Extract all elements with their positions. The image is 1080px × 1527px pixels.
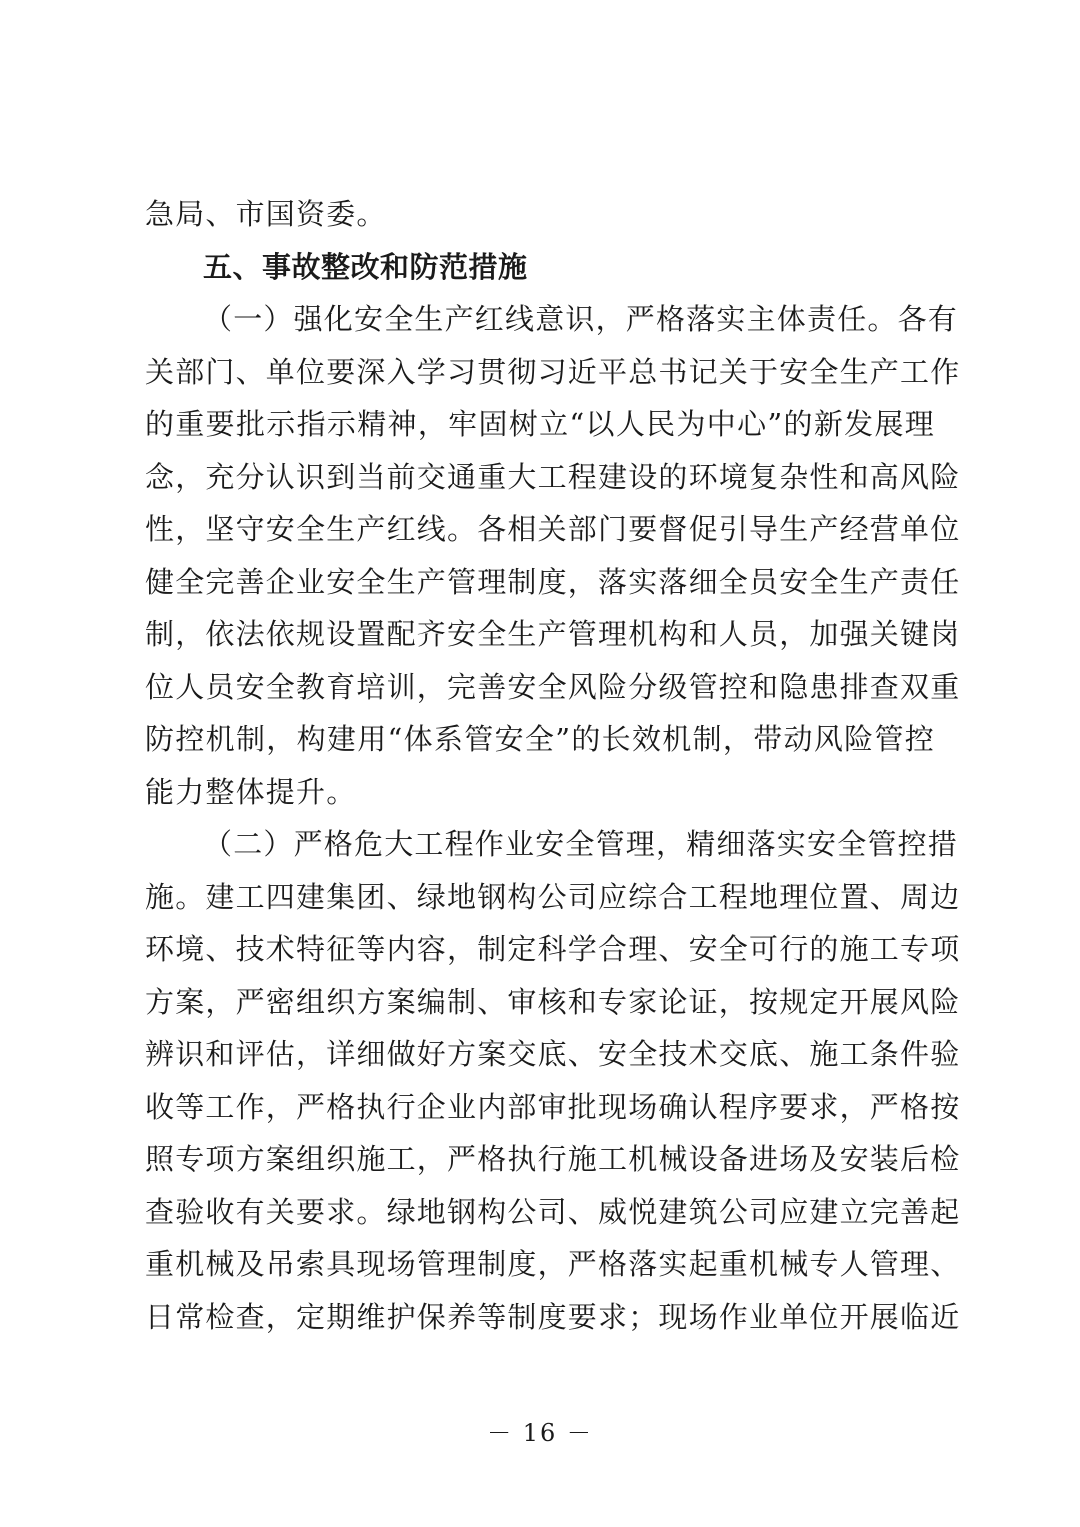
paragraph-line: 制，依法依规设置配齐安全生产管理机构和人员，加强关键岗 [145, 617, 961, 651]
paragraph-line: 关部门、单位要深入学习贯彻习近平总书记关于安全生产工作 [145, 354, 961, 389]
paragraph-line: 能力整体提升。 [145, 774, 357, 809]
body-text [145, 188, 961, 1343]
paragraph-first-line: （二）严格危大工程作业安全管理，精细落实安全管控措 [203, 827, 959, 861]
page-number: － 16 － [487, 1419, 593, 1447]
paragraph-line: 防控机制，构建用“体系管安全”的长效机制，带动风险管控 [145, 722, 935, 756]
paragraph-line: 收等工作，严格执行企业内部审批现场确认程序要求，严格按 [145, 1089, 961, 1124]
paragraph-line: 性，坚守安全生产红线。各相关部门要督促引导生产经营单位 [145, 512, 961, 546]
paragraph-line: 重机械及吊索具现场管理制度，严格落实起重机械专人管理、 [145, 1247, 961, 1281]
paragraph-line: 日常检查，定期维护保养等制度要求；现场作业单位开展临近 [145, 1299, 961, 1334]
paragraph-line: 的重要批示指示精神，牢固树立“以人民为中心”的新发展理 [145, 407, 935, 441]
paragraph-line: 位人员安全教育培训，完善安全风险分级管控和隐患排查双重 [145, 669, 961, 704]
paragraph-first-line: （一）强化安全生产红线意识，严格落实主体责任。各有 [203, 302, 959, 336]
paragraph-line: 念，充分认识到当前交通重大工程建设的环境复杂性和高风险 [145, 459, 961, 494]
paragraph-line: 施。建工四建集团、绿地钢构公司应综合工程地理位置、周边 [145, 879, 961, 914]
section-heading: 五、事故整改和防范措施 [203, 249, 528, 284]
paragraph-line: 环境、技术特征等内容，制定科学合理、安全可行的施工专项 [145, 932, 961, 966]
paragraph-line: 方案，严密组织方案编制、审核和专家论证，按规定开展风险 [145, 984, 961, 1019]
paragraph-line: 急局、市国资委。 [145, 197, 387, 231]
paragraph-line: 辨识和评估，详细做好方案交底、安全技术交底、施工条件验 [145, 1037, 961, 1071]
paragraph-line: 查验收有关要求。绿地钢构公司、威悦建筑公司应建立完善起 [145, 1194, 961, 1229]
paragraph-line: 健全完善企业安全生产管理制度，落实落细全员安全生产责任 [145, 564, 961, 599]
paragraph-line: 照专项方案组织施工，严格执行施工机械设备进场及安装后检 [145, 1142, 961, 1176]
